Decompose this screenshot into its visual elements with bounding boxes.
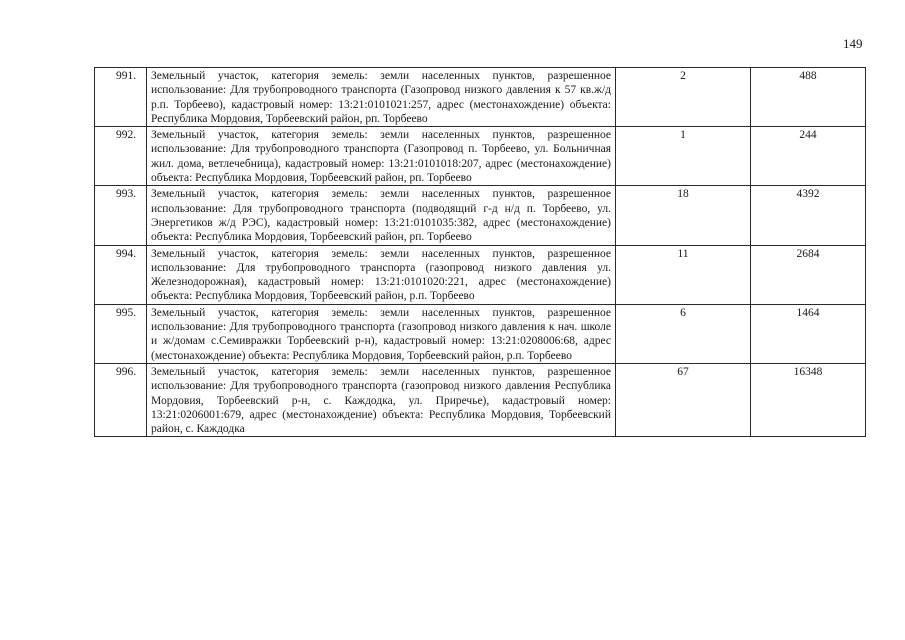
row-quantity: 2 [616,68,751,127]
row-area: 4392 [751,186,866,245]
table-row [95,245,866,304]
row-number: 995. [95,304,147,363]
row-number: 993. [95,186,147,245]
row-area: 1464 [751,304,866,363]
table-row [95,127,866,186]
table-row [95,186,866,245]
row-area: 488 [751,68,866,127]
page-number: 149 [843,36,863,51]
row-number: 991. [95,68,147,127]
row-quantity: 67 [616,363,751,436]
row-area: 16348 [751,363,866,436]
row-quantity: 11 [616,245,751,304]
property-table [94,67,866,437]
row-quantity: 6 [616,304,751,363]
row-number: 994. [95,245,147,304]
row-description: Земельный участок, категория земель: земли населенных пунктов, разрешенное использование: Для трубопроводного транспорта (Газопровод низкого давления к 57 кв.ж/д р.п. Торбеево), кадастровый номер: 13:21:0101021:257, адрес (местонахождение) объекта: Республика Мордовия, Торбеевский район, рп. Торбеево [147,68,616,127]
row-description: Земельный участок, категория земель: земли населенных пунктов, разрешенное использование: Для трубопроводного транспорта (газопровод низкого давления Республика Мордовия, Торбеевский р-н, с. Каждодка, ул. Приречье), кадастровый номер: 13:21:0206001:679, адрес (местонахождение) объекта: Республика Мордовия, Торбеевский район, с. Каждодка [147,363,616,436]
row-number: 996. [95,363,147,436]
row-description: Земельный участок, категория земель: земли населенных пунктов, разрешенное использование: Для трубопроводного транспорта (газопровод низкого давления ул. Железнодорожная), кадастровый номер: 13:21:0101020:221, адрес (местонахождение) объекта: Республика Мордовия, Торбеевский район, р.п. Торбеево [147,245,616,304]
row-number: 992. [95,127,147,186]
table-row [95,68,866,127]
row-description: Земельный участок, категория земель: земли населенных пунктов, разрешенное использование: Для трубопроводного транспорта (газопровод низкого давления к нач. школе и ж/домам с.Семивражки Торбеевский р-н), кадастровый номер: 13:21:0208006:68, адрес (местонахождение) объекта: Республика Мордовия, Торбеевский район, р.п. Торбеево [147,304,616,363]
table-row [95,304,866,363]
table-row [95,363,866,436]
row-quantity: 1 [616,127,751,186]
row-description: Земельный участок, категория земель: земли населенных пунктов, разрешенное использование: Для трубопроводного транспорта (Газопровод п. Торбеево, ул. Больничная жил. дома, ветлечебница), кадастровый номер: 13:21:0101018:207, адрес (местонахождение) объекта: Республика Мордовия, Торбеевский район, рп. Торбеево [147,127,616,186]
row-area: 2684 [751,245,866,304]
row-area: 244 [751,127,866,186]
row-description: Земельный участок, категория земель: земли населенных пунктов, разрешенное использование: Для трубопроводного транспорта (подводящий г-д н/д п. Торбеево, ул. Энергетиков ж/д РЭС), кадастровый номер: 13:21:0101035:382, адрес (местонахождение) объекта: Республика Мордовия, Торбеевский район, рп. Торбеево [147,186,616,245]
row-quantity: 18 [616,186,751,245]
